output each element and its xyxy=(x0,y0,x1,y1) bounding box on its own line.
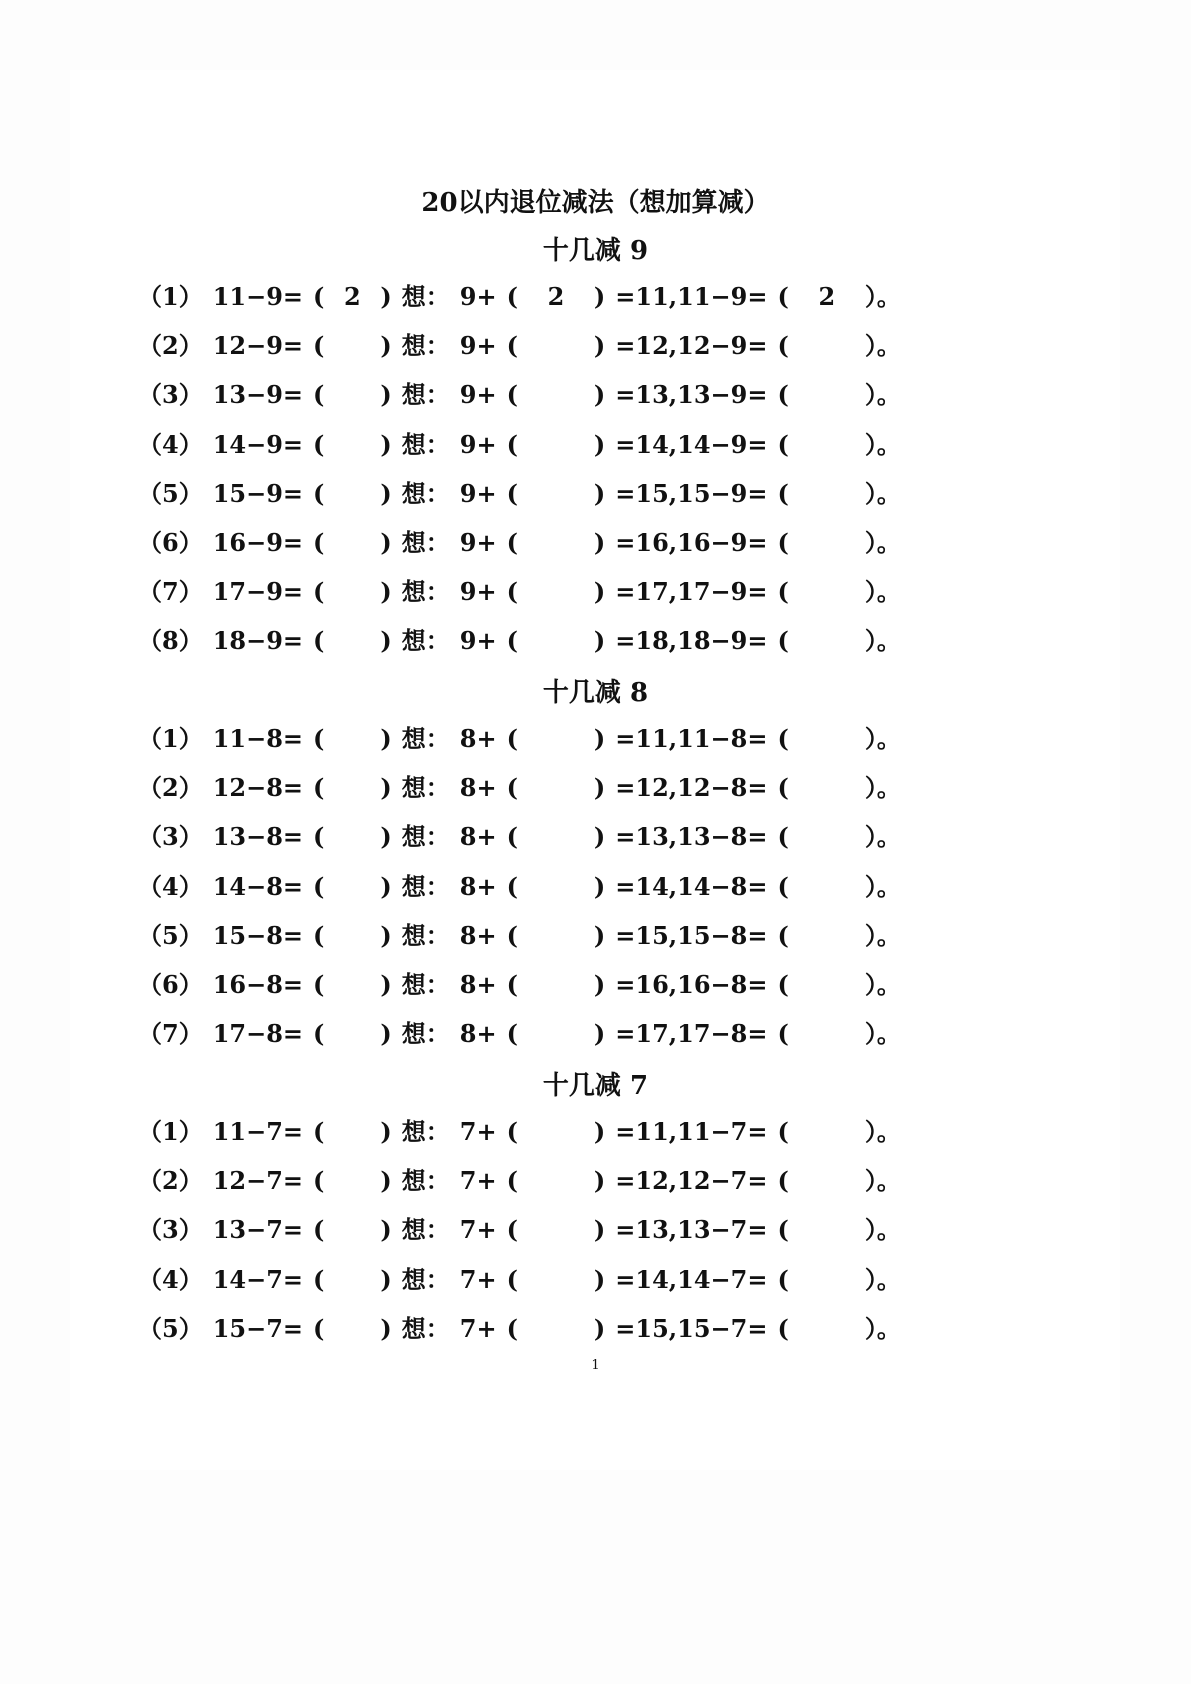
think-label: 想： xyxy=(401,528,450,557)
think-label: 想： xyxy=(401,970,450,999)
subtraction-expression: 13−8= xyxy=(212,822,304,852)
paren: ( xyxy=(506,871,518,901)
paren: ）。 xyxy=(864,1166,901,1196)
think-label: 想： xyxy=(401,380,450,410)
paren: ( xyxy=(313,626,325,656)
addition-expression: 9+ xyxy=(459,429,497,459)
exercise-row xyxy=(138,870,901,904)
sum-expression: =11,11−7= xyxy=(615,1117,768,1146)
paren: ) xyxy=(593,1019,606,1049)
exercise-row xyxy=(138,1017,901,1051)
exercise-row xyxy=(138,526,901,560)
paren: ( xyxy=(777,478,789,508)
paren: ( xyxy=(777,1019,789,1049)
addition-expression: 7+ xyxy=(459,1264,497,1294)
addition-expression: 8+ xyxy=(459,970,497,999)
subtraction-expression: 11−8= xyxy=(212,724,304,753)
exercise-row xyxy=(138,624,901,658)
paren: ( xyxy=(777,528,789,557)
paren: ( xyxy=(506,1313,518,1343)
paren: ) xyxy=(593,282,606,311)
sum-expression: =17,17−8= xyxy=(615,1019,768,1049)
paren: ）。 xyxy=(864,822,901,852)
paren: ) xyxy=(380,822,392,852)
paren: ）。 xyxy=(864,331,901,361)
paren: ) xyxy=(380,773,392,803)
subtraction-expression: 11−9= xyxy=(212,282,304,311)
paren: ) xyxy=(380,724,392,753)
paren: ) xyxy=(593,1313,606,1343)
paren: ) xyxy=(380,331,392,361)
sum-expression: =12,12−8= xyxy=(615,773,768,803)
addition-expression: 9+ xyxy=(459,528,497,557)
think-label: 想： xyxy=(401,871,450,901)
paren: ( xyxy=(313,577,325,607)
paren: ) xyxy=(380,478,392,508)
exercise-number: （3） xyxy=(138,822,203,852)
sum-expression: =13,13−8= xyxy=(615,822,768,852)
think-label: 想： xyxy=(401,1264,450,1294)
exercise-number: （7） xyxy=(138,1019,203,1049)
paren: ( xyxy=(777,822,789,852)
sum-expression: =13,13−7= xyxy=(615,1215,768,1245)
paren: ( xyxy=(777,626,789,656)
sum-expression: =14,14−8= xyxy=(615,871,768,901)
exercise-row xyxy=(138,1213,901,1247)
exercise-row xyxy=(138,1312,901,1346)
addition-expression: 8+ xyxy=(459,1019,497,1049)
think-label: 想： xyxy=(401,1117,450,1146)
paren: ( xyxy=(506,429,518,459)
exercise-number: （4） xyxy=(138,1264,203,1294)
paren: ( xyxy=(313,1019,325,1049)
paren: ( xyxy=(506,724,518,753)
paren: ( xyxy=(313,528,325,557)
paren: ) xyxy=(380,577,392,607)
subtraction-expression: 17−9= xyxy=(212,577,304,607)
subtraction-expression: 18−9= xyxy=(212,626,304,656)
paren: ）。 xyxy=(864,429,901,459)
exercise-number: （5） xyxy=(138,920,203,950)
paren: ）。 xyxy=(864,528,901,557)
addition-expression: 8+ xyxy=(459,822,497,852)
paren: ）。 xyxy=(864,1313,901,1343)
paren: ( xyxy=(506,577,518,607)
paren: ) xyxy=(380,380,392,410)
exercise-number: （1） xyxy=(138,1117,203,1146)
addition-expression: 7+ xyxy=(459,1117,497,1146)
think-label: 想： xyxy=(401,429,450,459)
paren: ）。 xyxy=(864,478,901,508)
paren: ( xyxy=(777,429,789,459)
paren: ( xyxy=(777,773,789,803)
paren: ( xyxy=(313,429,325,459)
paren: ( xyxy=(777,724,789,753)
sum-expression: =14,14−7= xyxy=(615,1264,768,1294)
paren: ）。 xyxy=(864,380,901,410)
think-label: 想： xyxy=(401,822,450,852)
exercise-number: （2） xyxy=(138,331,203,361)
paren: ) xyxy=(593,380,606,410)
paren: ) xyxy=(380,429,392,459)
exercise-number: （7） xyxy=(138,577,203,607)
paren: ) xyxy=(593,871,606,901)
think-label: 想： xyxy=(401,724,450,753)
paren: ）。 xyxy=(864,871,901,901)
exercise-row xyxy=(138,1164,901,1198)
exercise-number: （1） xyxy=(138,282,203,311)
paren: ( xyxy=(506,1019,518,1049)
paren: ( xyxy=(506,920,518,950)
paren: ( xyxy=(313,970,325,999)
paren: ) xyxy=(380,528,392,557)
paren: ) xyxy=(593,1215,606,1245)
addition-expression: 9+ xyxy=(459,478,497,508)
paren: ( xyxy=(777,1166,789,1196)
paren: ( xyxy=(506,970,518,999)
paren: ( xyxy=(313,1264,325,1294)
addition-expression: 9+ xyxy=(459,380,497,410)
paren: ) xyxy=(380,1264,392,1294)
sum-expression: =14,14−9= xyxy=(615,429,768,459)
exercise-number: （1） xyxy=(138,724,203,753)
subtraction-expression: 13−9= xyxy=(212,380,304,410)
paren: ( xyxy=(506,380,518,410)
addition-expression: 8+ xyxy=(459,773,497,803)
exercise-row xyxy=(138,722,901,756)
exercise-row xyxy=(138,428,901,462)
exercise-row xyxy=(138,820,901,854)
paren: ）。 xyxy=(864,1117,901,1146)
paren: ）。 xyxy=(864,970,901,999)
paren: ( xyxy=(313,871,325,901)
paren: ( xyxy=(777,331,789,361)
paren: ) xyxy=(593,626,606,656)
exercise-number: （8） xyxy=(138,626,203,656)
subtraction-expression: 16−8= xyxy=(212,970,304,999)
paren: ( xyxy=(777,282,789,311)
paren: ）。 xyxy=(864,1264,901,1294)
exercise-row xyxy=(138,1115,901,1149)
paren: ) xyxy=(593,1166,606,1196)
exercise-number: （2） xyxy=(138,1166,203,1196)
section-title: 十几减 7 xyxy=(542,1071,649,1101)
subtraction-expression: 14−9= xyxy=(212,429,304,459)
section-title: 十几减 8 xyxy=(542,678,649,708)
paren: ( xyxy=(313,1313,325,1343)
subtraction-expression: 15−7= xyxy=(212,1313,304,1343)
paren: ) xyxy=(380,920,392,950)
exercise-number: （4） xyxy=(138,871,203,901)
addition-expression: 8+ xyxy=(459,871,497,901)
exercise-number: （6） xyxy=(138,528,203,557)
exercise-row xyxy=(138,968,901,1002)
paren: ）。 xyxy=(864,1215,901,1245)
paren: ( xyxy=(777,1215,789,1245)
addition-expression: 7+ xyxy=(459,1166,497,1196)
paren: ( xyxy=(777,970,789,999)
exercise-row xyxy=(138,575,901,609)
subtraction-expression: 13−7= xyxy=(212,1215,304,1245)
paren: ( xyxy=(506,626,518,656)
paren: ) xyxy=(593,822,606,852)
sum-expression: =18,18−9= xyxy=(615,626,768,656)
paren: ( xyxy=(313,282,325,311)
paren: ( xyxy=(313,478,325,508)
think-label: 想： xyxy=(401,478,450,508)
sum-expression: =15,15−8= xyxy=(615,920,768,950)
paren: ( xyxy=(313,1215,325,1245)
paren: ( xyxy=(313,380,325,410)
exercise-number: （3） xyxy=(138,380,203,410)
exercise-row xyxy=(138,477,901,511)
paren: ( xyxy=(313,1166,325,1196)
exercise-row xyxy=(138,919,901,953)
answer-blank-2[interactable]: 2 xyxy=(547,282,565,311)
paren: ）。 xyxy=(864,773,901,803)
exercise-row xyxy=(138,329,901,363)
paren: ）。 xyxy=(864,920,901,950)
paren: ( xyxy=(777,1117,789,1146)
subtraction-expression: 11−7= xyxy=(212,1117,304,1146)
addition-expression: 9+ xyxy=(459,331,497,361)
paren: ) xyxy=(593,429,606,459)
subtraction-expression: 14−7= xyxy=(212,1264,304,1294)
think-label: 想： xyxy=(401,1166,450,1196)
sum-expression: =12,12−9= xyxy=(615,331,768,361)
addition-expression: 8+ xyxy=(459,920,497,950)
paren: ( xyxy=(313,331,325,361)
paren: ( xyxy=(506,773,518,803)
paren: ) xyxy=(593,577,606,607)
paren: ) xyxy=(380,1019,392,1049)
sum-expression: =17,17−9= xyxy=(615,577,768,607)
subtraction-expression: 15−8= xyxy=(212,920,304,950)
paren: ( xyxy=(777,871,789,901)
exercise-row xyxy=(138,771,901,805)
paren: ( xyxy=(506,331,518,361)
answer-blank-3[interactable]: 2 xyxy=(818,282,836,311)
page-title: 20以内退位减法（想加算减） xyxy=(421,188,770,218)
paren: ( xyxy=(506,1117,518,1146)
section-title: 十几减 9 xyxy=(542,236,649,266)
paren: ) xyxy=(593,478,606,508)
paren: ) xyxy=(593,528,606,557)
addition-expression: 9+ xyxy=(459,626,497,656)
paren: ）。 xyxy=(864,577,901,607)
addition-expression: 9+ xyxy=(459,282,497,311)
paren: ) xyxy=(380,1117,392,1146)
sum-expression: =16,16−8= xyxy=(615,970,768,999)
paren: ( xyxy=(506,1215,518,1245)
paren: ( xyxy=(313,724,325,753)
paren: ( xyxy=(777,920,789,950)
paren: ) xyxy=(380,970,392,999)
paren: ( xyxy=(506,1264,518,1294)
paren: ( xyxy=(777,1264,789,1294)
exercise-number: （5） xyxy=(138,478,203,508)
paren: ) xyxy=(593,773,606,803)
exercise-number: （5） xyxy=(138,1313,203,1343)
sum-expression: =16,16−9= xyxy=(615,528,768,557)
paren: ) xyxy=(380,282,392,311)
paren: ) xyxy=(380,871,392,901)
subtraction-expression: 14−8= xyxy=(212,871,304,901)
paren: ( xyxy=(506,528,518,557)
think-label: 想： xyxy=(401,773,450,803)
paren: ( xyxy=(506,478,518,508)
paren: ( xyxy=(506,822,518,852)
paren: ) xyxy=(380,1313,392,1343)
exercise-number: （6） xyxy=(138,970,203,999)
paren: ( xyxy=(313,773,325,803)
subtraction-expression: 17−8= xyxy=(212,1019,304,1049)
think-label: 想： xyxy=(401,577,450,607)
addition-expression: 7+ xyxy=(459,1215,497,1245)
think-label: 想： xyxy=(401,331,450,361)
sum-expression: =11,11−9= xyxy=(615,282,768,311)
sum-expression: =13,13−9= xyxy=(615,380,768,410)
paren: ) xyxy=(593,724,606,753)
sum-expression: =11,11−8= xyxy=(615,724,768,753)
paren: ）。 xyxy=(864,282,901,311)
sum-expression: =15,15−7= xyxy=(615,1313,768,1343)
think-label: 想： xyxy=(401,920,450,950)
paren: ) xyxy=(593,1264,606,1294)
paren: ( xyxy=(313,920,325,950)
paren: ）。 xyxy=(864,724,901,753)
paren: ( xyxy=(777,1313,789,1343)
subtraction-expression: 16−9= xyxy=(212,528,304,557)
exercise-number: （4） xyxy=(138,429,203,459)
addition-expression: 9+ xyxy=(459,577,497,607)
paren: ( xyxy=(313,822,325,852)
subtraction-expression: 12−7= xyxy=(212,1166,304,1196)
paren: ) xyxy=(380,1166,392,1196)
exercise-number: （3） xyxy=(138,1215,203,1245)
subtraction-expression: 12−9= xyxy=(212,331,304,361)
paren: ）。 xyxy=(864,1019,901,1049)
answer-blank-1[interactable]: 2 xyxy=(344,282,361,311)
addition-expression: 7+ xyxy=(459,1313,497,1343)
exercise-row xyxy=(138,378,901,412)
paren: ) xyxy=(380,1215,392,1245)
paren: ) xyxy=(593,920,606,950)
paren: ( xyxy=(313,1117,325,1146)
exercise-row xyxy=(138,1263,901,1297)
think-label: 想： xyxy=(401,626,450,656)
think-label: 想： xyxy=(401,1215,450,1245)
paren: ）。 xyxy=(864,626,901,656)
paren: ( xyxy=(506,282,518,311)
page-number: 1 xyxy=(591,1358,600,1373)
subtraction-expression: 15−9= xyxy=(212,478,304,508)
think-label: 想： xyxy=(401,1019,450,1049)
sum-expression: =12,12−7= xyxy=(615,1166,768,1196)
exercise-row xyxy=(138,280,901,314)
paren: ) xyxy=(593,1117,606,1146)
sum-expression: =15,15−9= xyxy=(615,478,768,508)
think-label: 想： xyxy=(401,1313,450,1343)
addition-expression: 8+ xyxy=(459,724,497,753)
exercise-number: （2） xyxy=(138,773,203,803)
paren: ) xyxy=(593,331,606,361)
paren: ( xyxy=(777,577,789,607)
paren: ) xyxy=(593,970,606,999)
subtraction-expression: 12−8= xyxy=(212,773,304,803)
think-label: 想： xyxy=(401,282,450,311)
paren: ( xyxy=(506,1166,518,1196)
paren: ( xyxy=(777,380,789,410)
paren: ) xyxy=(380,626,392,656)
